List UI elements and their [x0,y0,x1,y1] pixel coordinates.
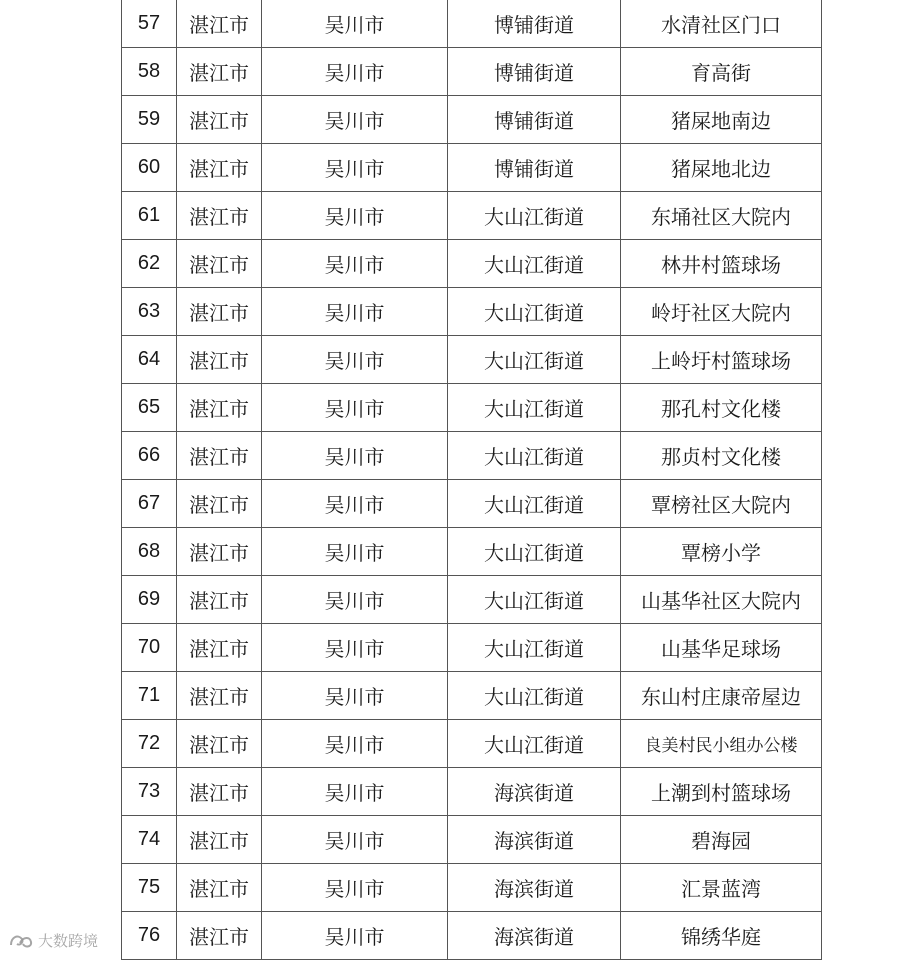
street-cell: 大山江街道 [448,672,621,720]
row-number: 71 [122,672,177,720]
table-row [122,144,822,192]
street-cell: 大山江街道 [448,336,621,384]
county-cell: 吴川市 [262,912,448,960]
street-cell: 大山江街道 [448,192,621,240]
location-cell: 林井村篮球场 [621,240,822,288]
city-cell: 湛江市 [177,768,262,816]
watermark [8,930,98,951]
city-cell: 湛江市 [177,432,262,480]
city-cell: 湛江市 [177,192,262,240]
county-cell: 吴川市 [262,48,448,96]
county-cell: 吴川市 [262,528,448,576]
table-row [122,240,822,288]
row-number: 73 [122,768,177,816]
table-row [122,384,822,432]
table-row [122,720,822,768]
county-cell: 吴川市 [262,816,448,864]
row-number: 59 [122,96,177,144]
table-container [121,0,821,960]
location-cell: 山基华社区大院内 [621,576,822,624]
county-cell: 吴川市 [262,480,448,528]
street-cell: 博铺街道 [448,0,621,48]
county-cell: 吴川市 [262,336,448,384]
watermark-text: 大数跨境 [38,932,99,950]
row-number: 61 [122,192,177,240]
county-cell: 吴川市 [262,240,448,288]
street-cell: 海滨街道 [448,768,621,816]
table-row [122,48,822,96]
location-cell: 那孔村文化楼 [621,384,822,432]
table-row [122,528,822,576]
county-cell: 吴川市 [262,432,448,480]
county-cell: 吴川市 [262,864,448,912]
row-number: 74 [122,816,177,864]
row-number: 70 [122,624,177,672]
street-cell: 博铺街道 [448,144,621,192]
row-number: 76 [122,912,177,960]
table-row [122,480,822,528]
table-row [122,96,822,144]
location-cell: 东埇社区大院内 [621,192,822,240]
table-row [122,912,822,960]
city-cell: 湛江市 [177,288,262,336]
city-cell: 湛江市 [177,144,262,192]
location-cell: 水清社区门口 [621,0,822,48]
row-number: 68 [122,528,177,576]
street-cell: 大山江街道 [448,528,621,576]
location-cell: 猪屎地北边 [621,144,822,192]
table-row [122,816,822,864]
table-body [122,0,822,960]
row-number: 62 [122,240,177,288]
row-number: 69 [122,576,177,624]
location-cell: 岭圩社区大院内 [621,288,822,336]
city-cell: 湛江市 [177,912,262,960]
row-number: 64 [122,336,177,384]
location-cell: 上岭圩村篮球场 [621,336,822,384]
county-cell: 吴川市 [262,384,448,432]
street-cell: 大山江街道 [448,720,621,768]
street-cell: 海滨街道 [448,912,621,960]
street-cell: 大山江街道 [448,576,621,624]
street-cell: 海滨街道 [448,816,621,864]
street-cell: 大山江街道 [448,288,621,336]
location-table [121,0,822,960]
city-cell: 湛江市 [177,672,262,720]
city-cell: 湛江市 [177,384,262,432]
street-cell: 大山江街道 [448,432,621,480]
street-cell: 大山江街道 [448,480,621,528]
row-number: 57 [122,0,177,48]
city-cell: 湛江市 [177,0,262,48]
row-number: 65 [122,384,177,432]
city-cell: 湛江市 [177,816,262,864]
city-cell: 湛江市 [177,624,262,672]
city-cell: 湛江市 [177,336,262,384]
row-number: 60 [122,144,177,192]
county-cell: 吴川市 [262,0,448,48]
table-row [122,336,822,384]
row-number: 75 [122,864,177,912]
city-cell: 湛江市 [177,864,262,912]
location-cell: 猪屎地南边 [621,96,822,144]
county-cell: 吴川市 [262,624,448,672]
row-number: 67 [122,480,177,528]
location-cell: 覃榜社区大院内 [621,480,822,528]
city-cell: 湛江市 [177,96,262,144]
county-cell: 吴川市 [262,768,448,816]
table-row [122,288,822,336]
location-cell: 育高街 [621,48,822,96]
row-number: 58 [122,48,177,96]
city-cell: 湛江市 [177,528,262,576]
county-cell: 吴川市 [262,576,448,624]
location-cell: 那贞村文化楼 [621,432,822,480]
table-row [122,576,822,624]
location-cell: 东山村庄康帝屋边 [621,672,822,720]
street-cell: 大山江街道 [448,384,621,432]
county-cell: 吴川市 [262,96,448,144]
table-row [122,672,822,720]
table-row [122,624,822,672]
location-cell: 碧海园 [621,816,822,864]
table-row [122,768,822,816]
location-cell: 锦绣华庭 [621,912,822,960]
brand-logo-icon [8,931,34,951]
city-cell: 湛江市 [177,720,262,768]
row-number: 72 [122,720,177,768]
row-number: 63 [122,288,177,336]
street-cell: 大山江街道 [448,240,621,288]
county-cell: 吴川市 [262,144,448,192]
table-row [122,432,822,480]
county-cell: 吴川市 [262,720,448,768]
county-cell: 吴川市 [262,672,448,720]
row-number: 66 [122,432,177,480]
street-cell: 博铺街道 [448,48,621,96]
location-cell: 汇景蓝湾 [621,864,822,912]
table-row [122,0,822,48]
city-cell: 湛江市 [177,48,262,96]
location-cell: 上潮到村篮球场 [621,768,822,816]
location-cell: 山基华足球场 [621,624,822,672]
county-cell: 吴川市 [262,288,448,336]
street-cell: 海滨街道 [448,864,621,912]
street-cell: 大山江街道 [448,624,621,672]
table-row [122,864,822,912]
city-cell: 湛江市 [177,480,262,528]
county-cell: 吴川市 [262,192,448,240]
city-cell: 湛江市 [177,240,262,288]
location-cell: 良美村民小组办公楼 [621,720,822,768]
street-cell: 博铺街道 [448,96,621,144]
location-cell: 覃榜小学 [621,528,822,576]
table-row [122,192,822,240]
city-cell: 湛江市 [177,576,262,624]
